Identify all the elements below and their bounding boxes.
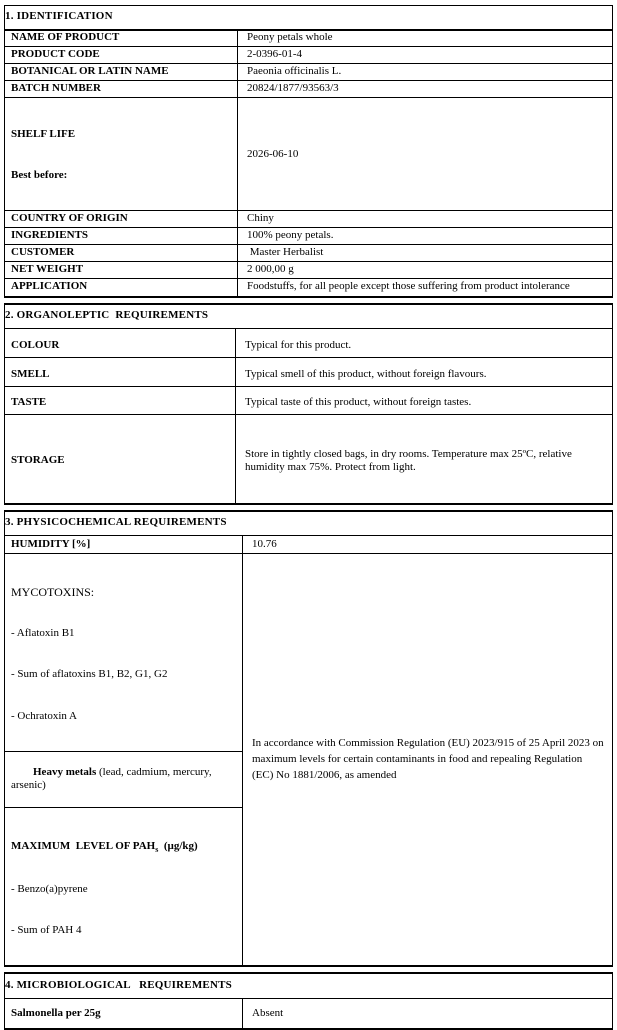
mycotoxins-item: - Ochratoxin A	[11, 709, 77, 722]
table-row	[5, 47, 613, 64]
table-row	[5, 329, 613, 358]
row-value-storage	[236, 415, 613, 504]
heavy-metals-bold: Heavy metals	[33, 765, 97, 778]
best-before-label: Best before:	[11, 168, 68, 181]
row-value-batch-number: 20824/1877/93563/3	[238, 81, 613, 98]
row-value-colour: Typical for this product.	[236, 329, 613, 358]
row-label-name-of-product: NAME OF PRODUCT	[5, 30, 238, 47]
section2-title: 2. ORGANOLEPTIC REQUIREMENTS	[5, 304, 613, 329]
section3-title: 3. PHYSICOCHEMICAL REQUIREMENTS	[5, 511, 613, 536]
row-label-heavy-metals	[5, 751, 243, 807]
storage-text: Store in tightly closed bags, in dry rooms. Temperature max 25ºC, relative humidity max 75%. Protect from light.	[245, 447, 575, 474]
microbiological-table	[4, 972, 613, 1030]
table-row	[5, 387, 613, 415]
row-label-salmonella: Salmonella per 25g	[5, 998, 243, 1029]
row-label-shelf-life	[5, 98, 238, 211]
pahs-heading-unit: (µg/kg)	[158, 840, 198, 853]
table-row	[5, 998, 613, 1029]
organoleptic-table	[4, 303, 613, 505]
table-row	[5, 228, 613, 245]
row-value-smell: Typical smell of this product, without foreign flavours.	[236, 358, 613, 387]
row-value-net-weight: 2 000,00 g	[238, 262, 613, 279]
row-label-humidity: HUMIDITY [%]	[5, 536, 243, 554]
row-value-application: Foodstuffs, for all people except those suffering from product intolerance	[238, 279, 613, 297]
mycotoxins-item: - Sum of aflatoxins B1, B2, G1, G2	[11, 668, 168, 681]
row-value-ingredients: 100% peony petals.	[238, 228, 613, 245]
pahs-item: - Benzo(a)pyrene	[11, 882, 88, 895]
pahs-heading-sub: s	[155, 845, 159, 855]
row-label-storage: STORAGE	[5, 415, 236, 504]
table-row	[5, 554, 613, 752]
mycotoxins-heading: MYCOTOXINS:	[11, 584, 95, 599]
row-label-batch-number: BATCH NUMBER	[5, 81, 238, 98]
row-value-shelf-life: 2026-06-10	[238, 98, 613, 211]
row-label-pahs	[5, 807, 243, 966]
regulation-text: In accordance with Commission Regulation (EU) 2023/915 of 25 April 2023 on maximum levels for certain contaminants in food and repealing Regulation (EC) No 1881/2006, as amended	[252, 736, 607, 781]
identification-table	[4, 5, 613, 298]
row-value-botanical-name: Paeonia officinalis L.	[238, 64, 613, 81]
table-row	[5, 358, 613, 387]
row-label-colour: COLOUR	[5, 329, 236, 358]
row-value-taste: Typical taste of this product, without foreign tastes.	[236, 387, 613, 415]
regulation-reference-cell	[243, 554, 613, 967]
row-label-botanical-name: BOTANICAL OR LATIN NAME	[5, 64, 238, 81]
table-row	[5, 30, 613, 47]
row-label-product-code: PRODUCT CODE	[5, 47, 238, 64]
row-value-salmonella: Absent	[243, 998, 613, 1029]
table-row	[5, 279, 613, 297]
row-label-country-of-origin: COUNTRY OF ORIGIN	[5, 211, 238, 228]
shelf-life-label: SHELF LIFE	[11, 127, 76, 140]
table-row	[5, 211, 613, 228]
heavy-metals-rest: (lead, cadmium, mercury, arsenic)	[11, 765, 215, 792]
table-row	[5, 64, 613, 81]
pahs-item: - Sum of PAH 4	[11, 924, 82, 937]
table-row	[5, 536, 613, 554]
section4-title: 4. MICROBIOLOGICAL REQUIREMENTS	[5, 973, 613, 998]
row-label-ingredients: INGREDIENTS	[5, 228, 238, 245]
table-row	[5, 262, 613, 279]
table-row	[5, 81, 613, 98]
row-label-application: APPLICATION	[5, 279, 238, 297]
row-value-name-of-product: Peony petals whole	[238, 30, 613, 47]
section1-title: 1. IDENTIFICATION	[5, 6, 613, 30]
row-value-country-of-origin: Chiny	[238, 211, 613, 228]
row-label-smell: SMELL	[5, 358, 236, 387]
row-value-humidity: 10.76	[243, 536, 613, 554]
row-label-mycotoxins	[5, 554, 243, 752]
pahs-heading-main: MAXIMUM LEVEL OF PAH	[11, 840, 156, 853]
row-value-customer: Master Herbalist	[238, 245, 613, 262]
mycotoxins-item: - Aflatoxin B1	[11, 627, 75, 639]
table-row	[5, 415, 613, 504]
row-label-taste: TASTE	[5, 387, 236, 415]
table-row	[5, 245, 613, 262]
row-label-customer: CUSTOMER	[5, 245, 238, 262]
pahs-heading	[11, 840, 238, 855]
table-row	[5, 98, 613, 211]
physicochemical-table	[4, 510, 613, 968]
row-value-product-code: 2-0396-01-4	[238, 47, 613, 64]
row-label-net-weight: NET WEIGHT	[5, 262, 238, 279]
